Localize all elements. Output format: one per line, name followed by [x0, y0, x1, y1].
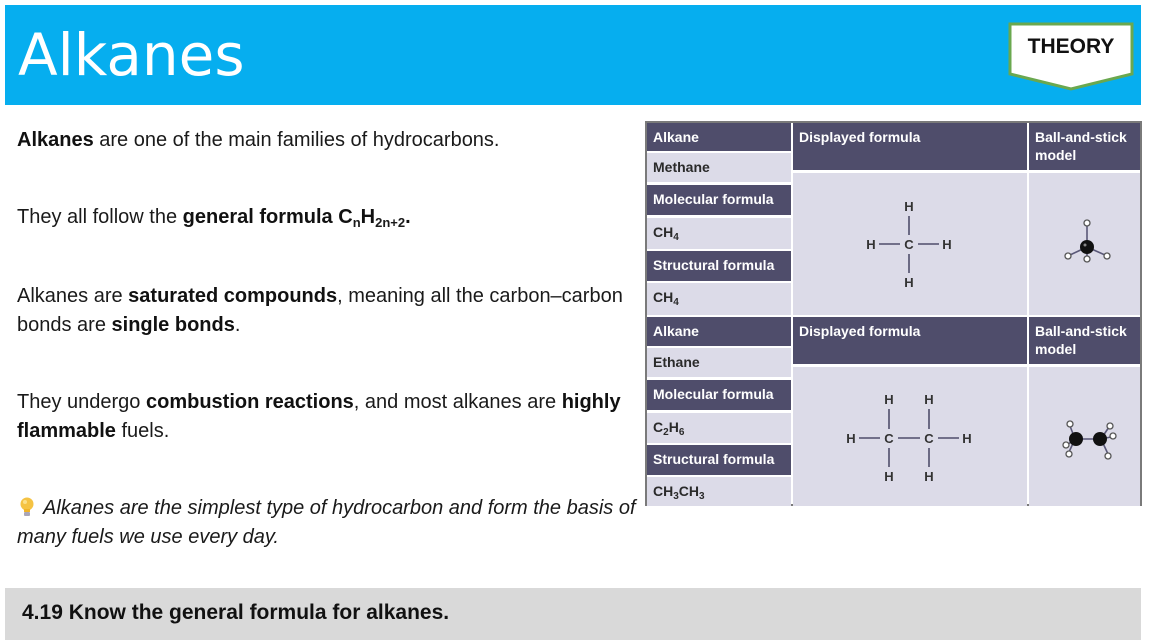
molecular-formula-value	[647, 218, 791, 249]
atom-c-2: C	[924, 431, 934, 446]
formula-subscript: 4	[673, 297, 679, 308]
atom-h-left: H	[866, 237, 876, 252]
formula-part: H	[668, 419, 679, 435]
combustion-mid-text: , and most alkanes are	[353, 391, 562, 413]
molecular-formula-value	[647, 413, 791, 443]
atom-h-top-2: H	[924, 392, 934, 407]
atom-h-bottom: H	[904, 275, 914, 290]
formula-part: CH	[653, 483, 674, 499]
intro-text: are one of the main families of hydrocarbons.	[93, 129, 500, 151]
formula-h: H	[360, 206, 376, 228]
lightbulb-icon	[17, 496, 37, 518]
term-saturated-compounds: saturated compounds	[128, 285, 338, 307]
displayed-formula-header: Displayed formula	[793, 123, 1027, 170]
atom-h-right: H	[942, 237, 952, 252]
atom-c: C	[904, 237, 914, 252]
table-row-methane	[647, 123, 1140, 315]
combustion-end-text: fuels.	[115, 420, 170, 442]
atom-h-bottom-1: H	[884, 469, 894, 484]
alkane-name: Ethane	[647, 348, 791, 377]
displayed-formula-cell	[793, 367, 1027, 506]
atom-h-top-1: H	[884, 392, 894, 407]
table-row-ethane	[647, 317, 1140, 506]
term-alkanes: Alkanes	[17, 129, 94, 151]
tip-text: Alkanes are the simplest type of hydrocarbon and form the basis of many fuels we use every day.	[17, 497, 636, 548]
atom-h-top: H	[904, 199, 914, 214]
term-highly-flammable: highly flammable	[17, 391, 621, 442]
subscript-n: n	[352, 215, 361, 230]
tip-callout	[17, 494, 642, 552]
general-formula-term: general formula C	[182, 206, 353, 228]
saturated-paragraph	[17, 282, 642, 340]
page-title: Alkanes	[18, 21, 245, 89]
formula-part: CH	[678, 483, 700, 499]
term-combustion-reactions: combustion reactions	[145, 391, 354, 413]
atom-c-1: C	[884, 431, 894, 446]
ethane-ball-and-stick-model	[1029, 367, 1140, 506]
formula-part: CH	[653, 224, 674, 240]
structural-formula-value	[647, 283, 791, 315]
structural-formula-header: Structural formula	[647, 251, 791, 281]
ball-and-stick-header: Ball-and-stick model	[1029, 123, 1140, 170]
badge-label: THEORY	[1027, 35, 1115, 58]
combustion-lead-text: They undergo	[17, 391, 146, 413]
ethane-displayed-formula	[793, 367, 1027, 506]
formula-subscript: 3	[673, 491, 679, 502]
formula-lead-text: They all follow the	[17, 206, 183, 228]
saturated-lead-text: Alkanes are	[17, 285, 129, 307]
atom-h-right: H	[962, 431, 972, 446]
ball-and-stick-cell	[1029, 367, 1140, 506]
formula-subscript: 3	[699, 491, 705, 502]
intro-paragraph	[17, 126, 642, 155]
displayed-formula-cell	[793, 173, 1027, 315]
saturated-period: .	[234, 314, 241, 336]
alkane-header: Alkane	[647, 123, 791, 151]
formula-subscript: 6	[678, 427, 685, 438]
theory-badge	[1008, 22, 1134, 90]
structural-formula-value	[647, 477, 791, 506]
term-single-bonds: single bonds	[111, 314, 235, 336]
molecular-formula-header: Molecular formula	[647, 380, 791, 410]
structural-formula-header: Structural formula	[647, 445, 791, 475]
molecular-formula-header: Molecular formula	[647, 185, 791, 215]
formula-subscript: 2	[663, 427, 669, 438]
methane-displayed-formula	[793, 173, 1027, 315]
alkane-name: Methane	[647, 153, 791, 182]
displayed-formula-header: Displayed formula	[793, 317, 1027, 364]
atom-h-left: H	[846, 431, 856, 446]
methane-ball-and-stick-model	[1029, 173, 1140, 315]
spec-point-banner	[5, 588, 1141, 640]
spec-point-text: 4.19 Know the general formula for alkanes.	[22, 601, 450, 624]
general-formula-paragraph	[17, 203, 642, 237]
combustion-paragraph	[17, 388, 642, 446]
alkane-header: Alkane	[647, 317, 791, 346]
formula-part: C	[653, 419, 664, 435]
alkanes-table	[645, 121, 1142, 506]
subscript-2n-plus-2: 2n+2	[375, 215, 406, 230]
formula-part: CH	[653, 289, 674, 305]
saturated-mid-text: , meaning all the carbon–carbon bonds are	[17, 285, 623, 336]
formula-subscript: 4	[673, 232, 679, 243]
title-banner	[5, 5, 1141, 105]
atom-h-bottom-2: H	[924, 469, 934, 484]
ball-and-stick-header: Ball-and-stick model	[1029, 317, 1140, 364]
formula-period: .	[405, 206, 411, 228]
ball-and-stick-cell	[1029, 173, 1140, 315]
